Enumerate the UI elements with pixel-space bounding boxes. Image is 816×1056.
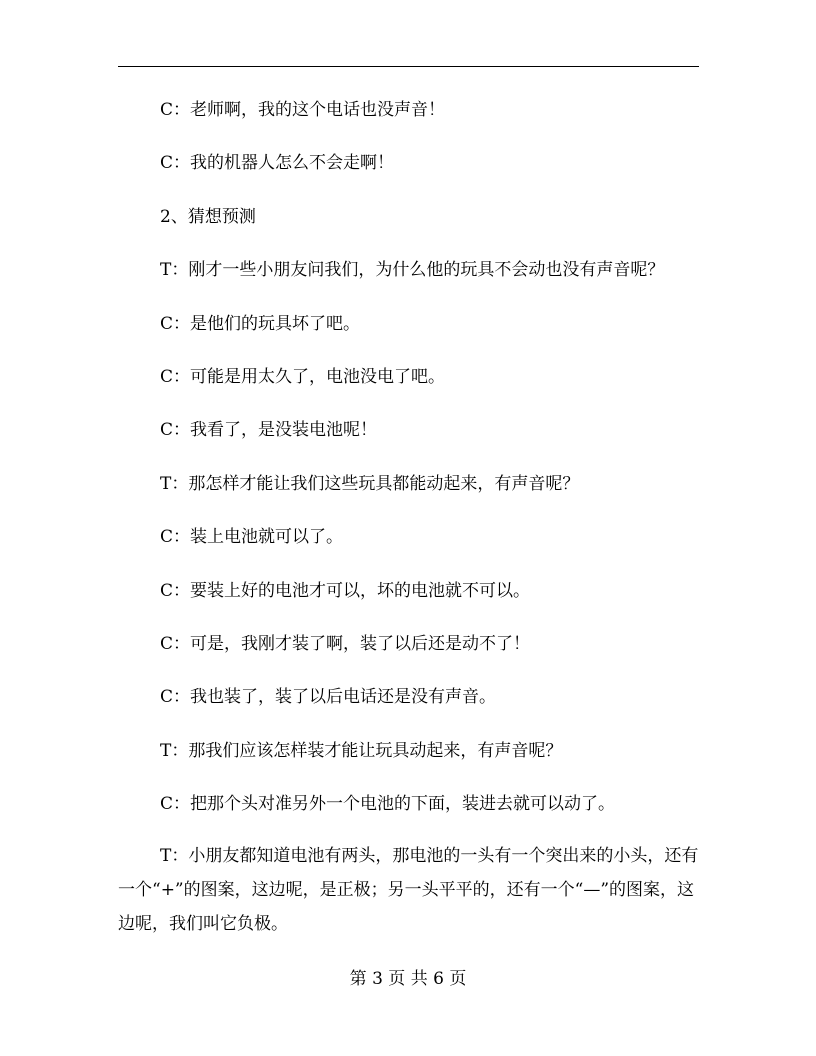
paragraph: C：装上电池就可以了。 (160, 527, 344, 548)
paragraph: T：小朋友都知道电池有两头，那电池的一头有一个突出来的小头，还有一个“+”的图案，这边呢，是正极；另一头平平的，还有一个“—”的图案，这边呢，我们叫它负极。 (118, 846, 699, 935)
page-number: 第 3 页 共 6 页 (349, 969, 467, 989)
document-body (118, 92, 699, 959)
paragraph: C：可能是用太久了，电池没电了吧。 (160, 366, 446, 387)
paragraph: T：刚才一些小朋友问我们，为什么他的玩具不会动也没有声音呢？ (160, 260, 665, 281)
paragraph: T：那我们应该怎样装才能让玩具动起来，有声音呢？ (160, 740, 563, 761)
section-heading: 2、猜想预测 (160, 206, 256, 227)
paragraph: C：是他们的玩具坏了吧。 (160, 313, 361, 334)
paragraph: C：我也装了，装了以后电话还是没有声音。 (160, 687, 497, 708)
paragraph: C：可是，我刚才装了啊，装了以后还是动不了！ (160, 633, 531, 654)
paragraph: C：我的机器人怎么不会走啊！ (160, 153, 395, 174)
paragraph: C：我看了，是没装电池呢！ (160, 420, 378, 441)
paragraph: C：要装上好的电池才可以，坏的电池就不可以。 (160, 580, 531, 601)
paragraph: T：那怎样才能让我们这些玩具都能动起来，有声音呢？ (160, 473, 580, 494)
paragraph: C：老师啊，我的这个电话也没声音！ (160, 100, 446, 120)
header-rule (118, 66, 699, 67)
paragraph: C：把那个头对准另外一个电池的下面，装进去就可以动了。 (160, 794, 616, 815)
